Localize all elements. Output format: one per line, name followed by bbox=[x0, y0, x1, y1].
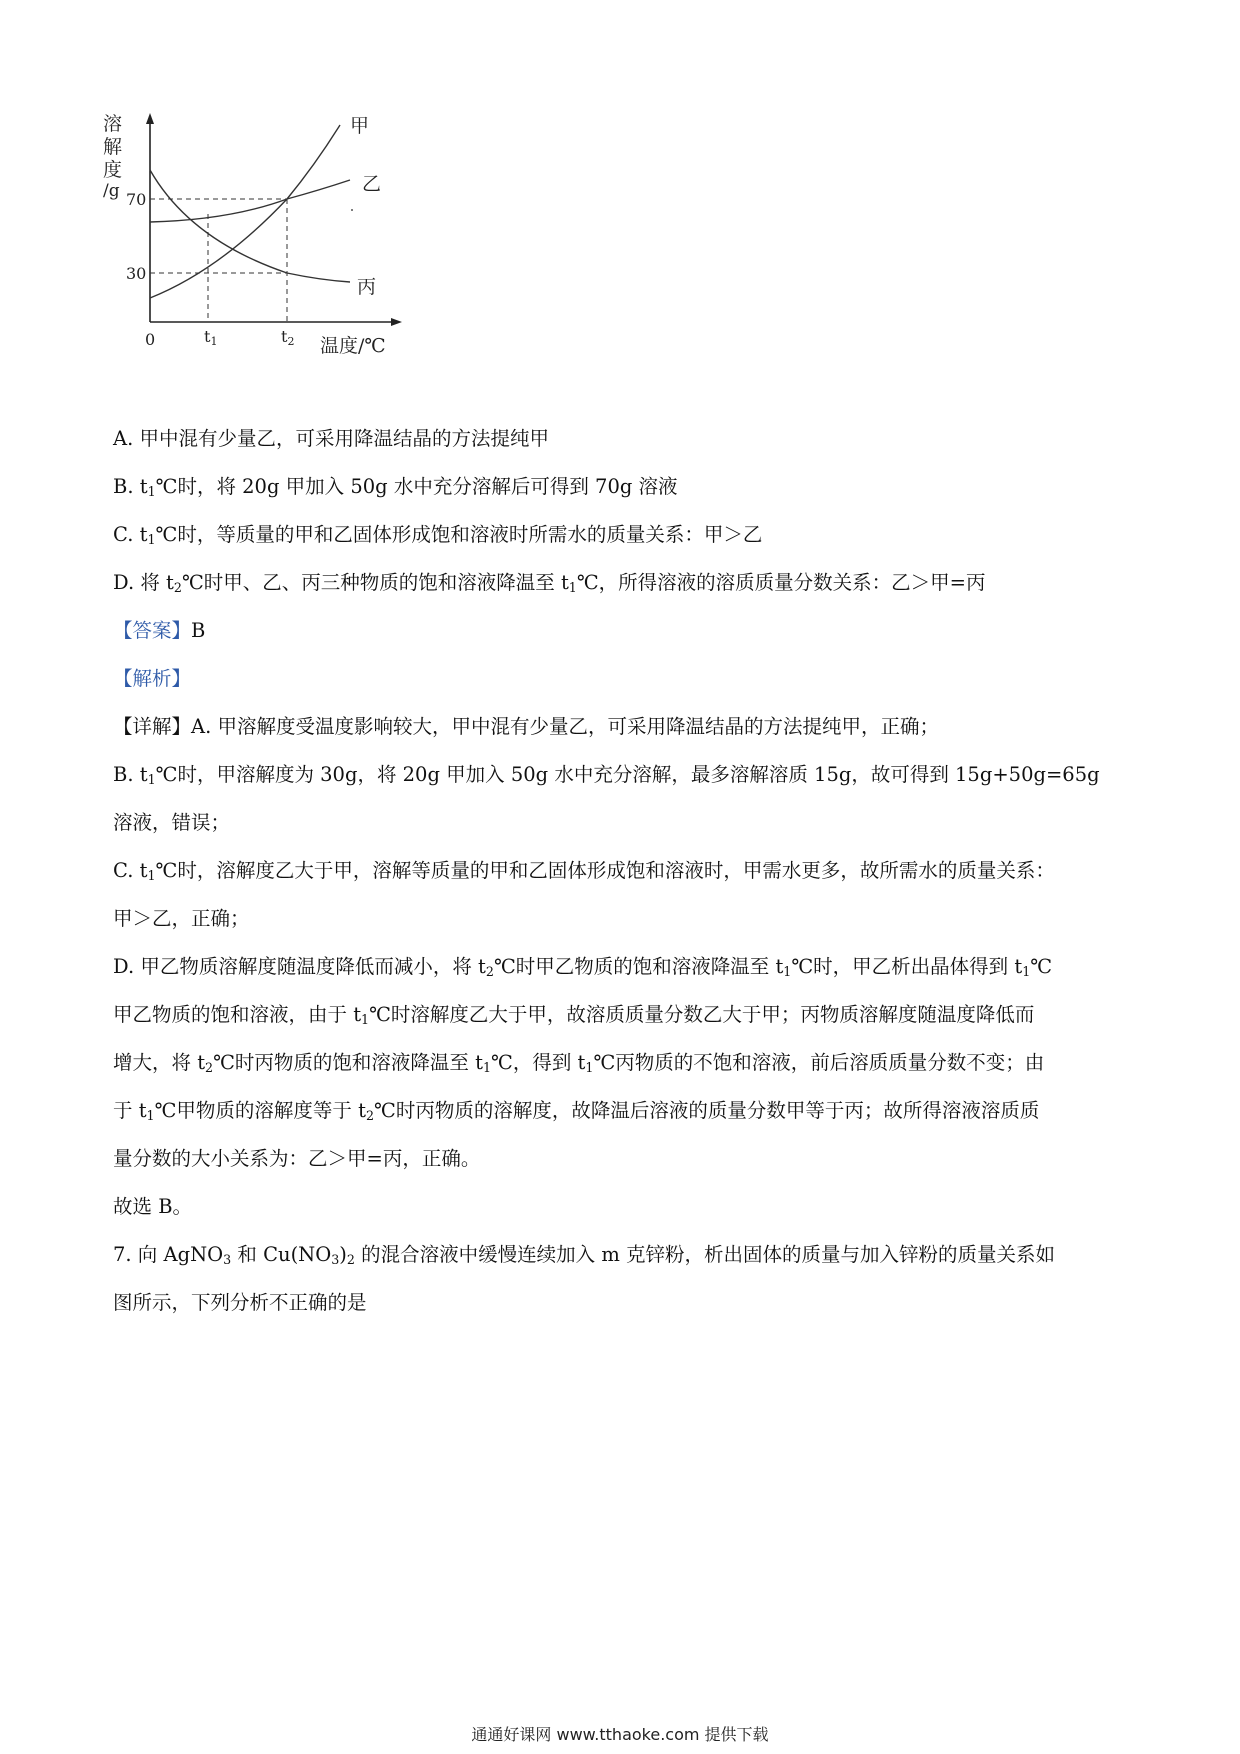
detail-d3-text-d: ℃丙物质的不饱和溶液，前后溶质质量分数不变；由 bbox=[593, 1051, 1045, 1074]
option-d-mid: ℃时甲、乙、丙三种物质的饱和溶液降温至 t bbox=[181, 571, 569, 594]
detail-line-8 bbox=[113, 1049, 1133, 1082]
detail-c-sub: 1 bbox=[147, 868, 156, 884]
detail-d4-sub-2: 2 bbox=[365, 1108, 375, 1124]
detail-d4-sub-1: 1 bbox=[146, 1108, 155, 1124]
series-label-yi: 乙 bbox=[362, 173, 382, 195]
detail-d3-text-a: 增大，将 t bbox=[113, 1051, 206, 1074]
question-7-line-1 bbox=[113, 1241, 1133, 1274]
series-label-jia: 甲 bbox=[350, 115, 370, 137]
option-a-text: A. 甲中混有少量乙，可采用降温结晶的方法提纯甲 bbox=[113, 427, 549, 450]
detail-d4-text-b: ℃甲物质的溶解度等于 t bbox=[154, 1099, 366, 1122]
ylabel-char-2: 解 bbox=[103, 136, 123, 158]
y-tick-30: 30 bbox=[126, 264, 147, 283]
detail-d-text-b: ℃时甲乙物质的饱和溶液降温至 t bbox=[493, 955, 784, 978]
option-a bbox=[113, 425, 1133, 453]
solubility-chart bbox=[100, 110, 450, 410]
series-bing-curve bbox=[150, 170, 350, 282]
detail-c-text-2: 甲＞乙，正确； bbox=[113, 907, 250, 930]
option-d bbox=[113, 569, 1133, 602]
detail-d2-text-a: 甲乙物质的饱和溶液，由于 t bbox=[113, 1003, 362, 1026]
detail-d-text-d: ℃ bbox=[1030, 955, 1053, 978]
option-c-text: ℃时，等质量的甲和乙固体形成饱和溶液时所需水的质量关系：甲＞乙 bbox=[155, 523, 763, 546]
answer-tag: 【答案】 bbox=[113, 619, 192, 642]
detail-line-1 bbox=[113, 713, 1133, 741]
series-yi-curve bbox=[150, 180, 350, 222]
detail-b-sub: 1 bbox=[147, 772, 156, 788]
detail-c-prefix: C. t bbox=[113, 859, 148, 882]
xlabel: 温度/℃ bbox=[320, 335, 386, 357]
answer-value: B bbox=[191, 619, 206, 642]
option-d-text: ℃，所得溶液的溶质质量分数关系：乙＞甲=丙 bbox=[576, 571, 986, 594]
detail-d-conclusion: 量分数的大小关系为：乙＞甲=丙，正确。 bbox=[113, 1147, 481, 1170]
option-d-prefix: D. 将 t bbox=[113, 571, 174, 594]
detail-d3-sub-1: 2 bbox=[205, 1060, 214, 1076]
detail-d3-sub-2: 1 bbox=[482, 1060, 492, 1076]
page-footer: 通通好课网 www.tthaoke.com 提供下载 bbox=[471, 1725, 769, 1744]
option-b bbox=[113, 473, 1133, 506]
q7-text-a: 7. 向 AgNO bbox=[113, 1243, 224, 1266]
detail-d-sub-3: 1 bbox=[1022, 964, 1031, 980]
q7-text-c: ) bbox=[339, 1243, 347, 1266]
option-b-text: ℃时，将 20g 甲加入 50g 水中充分溶解后可得到 70g 溶液 bbox=[155, 475, 678, 498]
detail-d2-sub-1: 1 bbox=[361, 1012, 370, 1028]
q7-text-line-2: 图所示，下列分析不正确的是 bbox=[113, 1291, 367, 1314]
q7-text-b: 和 Cu(NO bbox=[231, 1243, 332, 1266]
detail-line-9 bbox=[113, 1097, 1133, 1130]
option-c-prefix: C. t bbox=[113, 523, 148, 546]
detail-line-6 bbox=[113, 953, 1133, 986]
option-d-sub-1: 2 bbox=[173, 580, 182, 596]
analysis-tag: 【解析】 bbox=[113, 667, 192, 690]
detail-b-prefix: B. t bbox=[113, 763, 148, 786]
x-tick-t1: t1 bbox=[204, 327, 218, 348]
answer-line bbox=[113, 617, 1133, 645]
detail-line-4 bbox=[113, 857, 1133, 890]
detail-d-text-a: D. 甲乙物质溶解度随温度降低而减小，将 t bbox=[113, 955, 486, 978]
detail-c-text: ℃时，溶解度乙大于甲，溶解等质量的甲和乙固体形成饱和溶液时，甲需水更多，故所需水的质量关系： bbox=[155, 859, 1055, 882]
option-c-sub: 1 bbox=[147, 532, 156, 548]
detail-line-3 bbox=[113, 809, 1133, 837]
q7-sub-1: 3 bbox=[223, 1252, 232, 1268]
question-7-line-2 bbox=[113, 1289, 1133, 1317]
y-axis-arrow bbox=[146, 113, 154, 124]
ylabel-char-1: 溶 bbox=[103, 113, 123, 135]
x-axis-arrow bbox=[391, 318, 402, 326]
origin-label: 0 bbox=[145, 330, 156, 349]
detail-d4-text-a: 于 t bbox=[113, 1099, 147, 1122]
chart-svg bbox=[100, 110, 450, 410]
q7-sub-3: 2 bbox=[346, 1252, 355, 1268]
detail-line-10 bbox=[113, 1145, 1133, 1173]
detail-a-text: A. 甲溶解度受温度影响较大，甲中混有少量乙，可采用降温结晶的方法提纯甲，正确； bbox=[191, 715, 939, 738]
detail-line-2 bbox=[113, 761, 1133, 794]
option-c bbox=[113, 521, 1133, 554]
option-d-sub-2: 1 bbox=[568, 580, 577, 596]
final-choice: 故选 B。 bbox=[113, 1195, 193, 1218]
detail-d-text-c: ℃时，甲乙析出晶体得到 t bbox=[791, 955, 1023, 978]
option-b-sub: 1 bbox=[147, 484, 156, 500]
detail-line-5 bbox=[113, 905, 1133, 933]
detail-tag: 【详解】 bbox=[113, 715, 192, 738]
q7-sub-2: 3 bbox=[331, 1252, 340, 1268]
detail-b-text-2: 溶液，错误； bbox=[113, 811, 231, 834]
analysis-line bbox=[113, 665, 1133, 693]
q7-text-d: 的混合溶液中缓慢连续加入 m 克锌粉，析出固体的质量与加入锌粉的质量关系如 bbox=[354, 1243, 1056, 1266]
option-b-prefix: B. t bbox=[113, 475, 148, 498]
detail-d3-text-b: ℃时丙物质的饱和溶液降温至 t bbox=[213, 1051, 483, 1074]
detail-d3-sub-3: 1 bbox=[585, 1060, 594, 1076]
stray-dot bbox=[351, 209, 353, 211]
x-tick-t2: t2 bbox=[281, 327, 295, 348]
detail-line-7 bbox=[113, 1001, 1133, 1034]
detail-d3-text-c: ℃，得到 t bbox=[491, 1051, 586, 1074]
ylabel-char-4: /g bbox=[103, 181, 120, 201]
detail-d2-text-b: ℃时溶解度乙大于甲，故溶质质量分数乙大于甲；丙物质溶解度随温度降低而 bbox=[369, 1003, 1035, 1026]
detail-d-sub-1: 2 bbox=[485, 964, 494, 980]
detail-d-sub-2: 1 bbox=[783, 964, 792, 980]
series-label-bing: 丙 bbox=[357, 276, 377, 298]
detail-b-text: ℃时，甲溶解度为 30g，将 20g 甲加入 50g 水中充分溶解，最多溶解溶质 15g，故可得到 15g+50g=65g bbox=[155, 763, 1100, 786]
detail-line-11 bbox=[113, 1193, 1133, 1221]
ylabel-char-3: 度 bbox=[103, 159, 123, 181]
detail-d4-text-c: ℃时丙物质的溶解度，故降温后溶液的质量分数甲等于丙；故所得溶液溶质质 bbox=[374, 1099, 1040, 1122]
y-tick-70: 70 bbox=[126, 190, 147, 209]
